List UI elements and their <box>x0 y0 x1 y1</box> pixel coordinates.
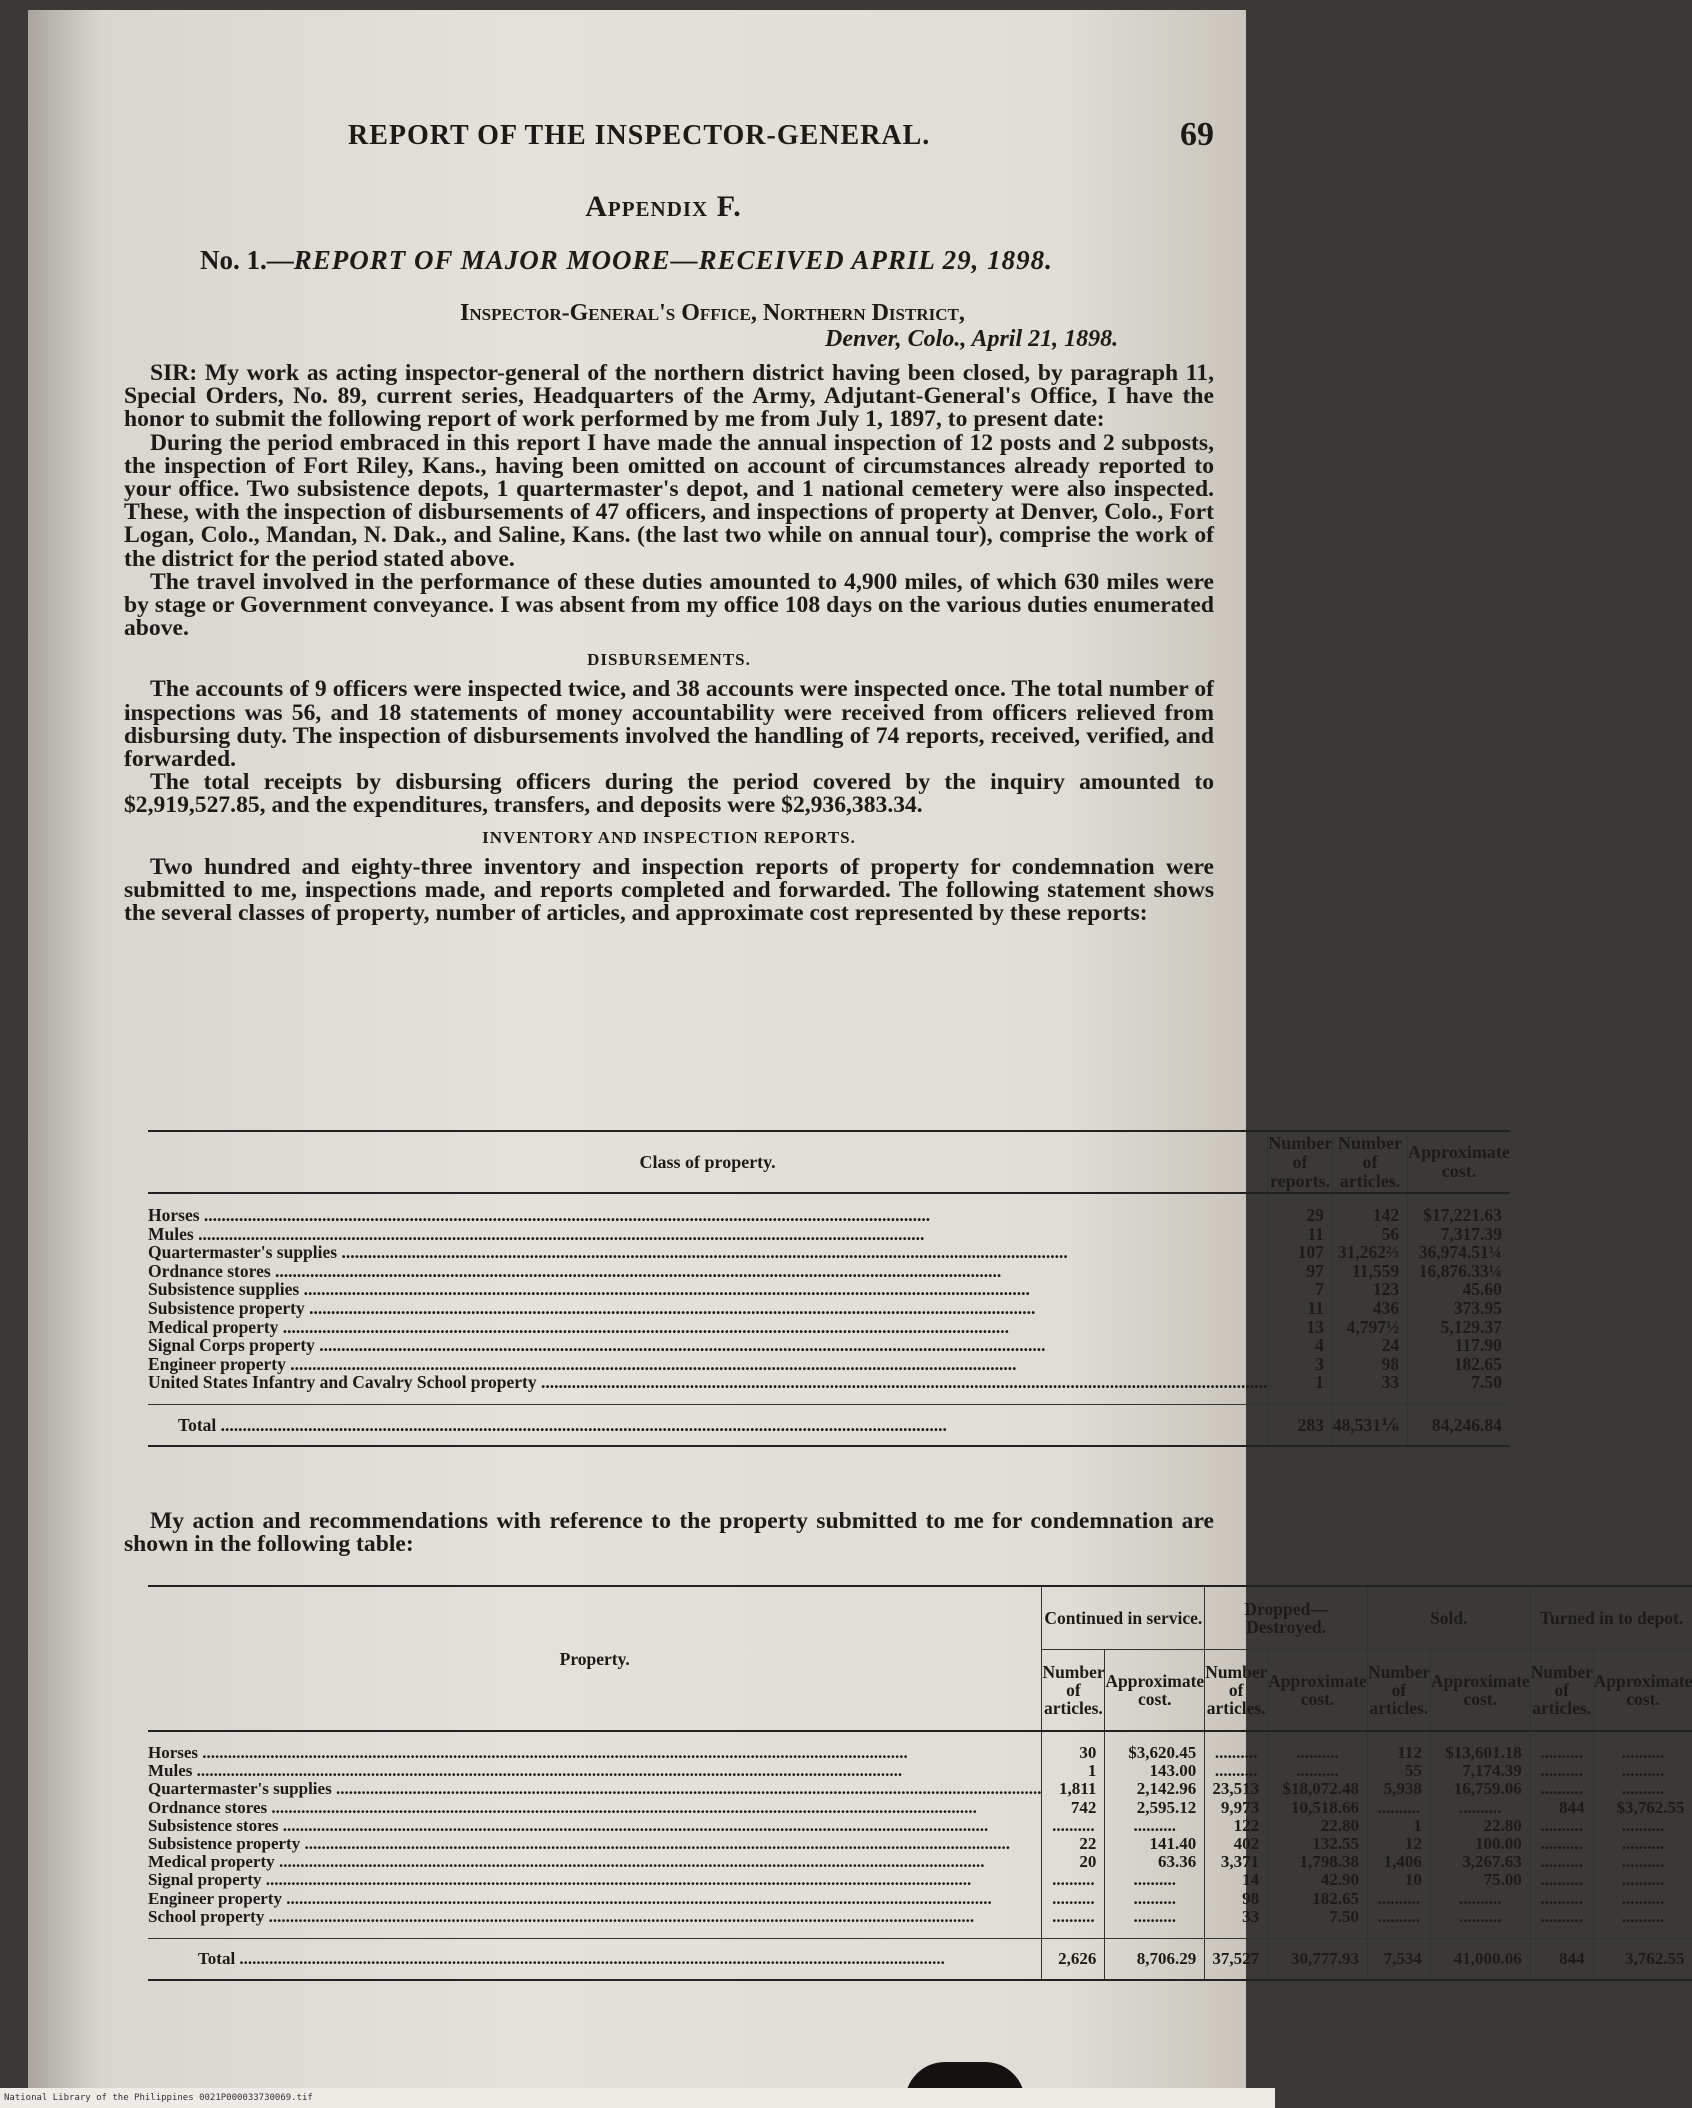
cell-value: .......... <box>1593 1890 1692 1908</box>
cell-class <box>148 1299 1268 1318</box>
cell-value: 1,798.38 <box>1268 1853 1368 1871</box>
cell-value: 373.95 <box>1408 1299 1510 1318</box>
appendix-heading: Appendix F. <box>585 190 742 223</box>
group-dropped: Dropped—Destroyed. <box>1205 1586 1368 1650</box>
cell-value: 9,973 <box>1205 1799 1268 1817</box>
cell-value: .......... <box>1042 1817 1105 1835</box>
cell-value: 112 <box>1367 1744 1430 1762</box>
row-label: Engineer property <box>148 1353 286 1374</box>
paragraph-accounts: The accounts of 9 officers were inspected twice, and 38 accounts were inspected once. The total number of inspections was 56, and 18 statements of money accountability were received from officers relieved from disbursing duty. The inspection of disbursements involved the handling of 74 reports, received, verified, and forwarded. <box>124 676 1214 773</box>
cell-value: 1 <box>1268 1373 1333 1392</box>
cell-value: .......... <box>1367 1799 1430 1817</box>
cell-value: 7,317.39 <box>1408 1225 1510 1244</box>
row-label: Subsistence property <box>148 1297 305 1318</box>
cell-value: 402 <box>1205 1835 1268 1853</box>
cell-value: 107 <box>1268 1243 1333 1262</box>
row-label: School property <box>148 1906 265 1926</box>
cell-value: 7 <box>1268 1280 1333 1299</box>
table-row <box>148 1799 1692 1817</box>
disbursements-heading: DISBURSEMENTS. <box>587 650 751 670</box>
cell-value: .......... <box>1042 1890 1105 1908</box>
paragraph-receipts: The total receipts by disbursing officers during the period covered by the inquiry amounted to $2,919,527.85, and the expenditures, transfers, and deposits were $2,936,383.34. <box>124 769 1214 819</box>
cell-value: 182.65 <box>1268 1890 1368 1908</box>
table-row <box>148 1280 1510 1299</box>
cell-value: .......... <box>1268 1744 1368 1762</box>
sub-cost: Approximate cost. <box>1105 1650 1205 1732</box>
total-label: Total <box>178 1414 217 1435</box>
cell-value: 3 <box>1268 1355 1333 1374</box>
cell-class <box>148 1206 1268 1225</box>
row-label: Subsistence property <box>148 1834 301 1854</box>
total-cell: 7,534 <box>1367 1939 1430 1981</box>
body-text-top <box>124 362 1214 925</box>
cell-value: 55 <box>1367 1762 1430 1780</box>
cell-value: 1,811 <box>1042 1780 1105 1798</box>
cell-value: 11 <box>1268 1225 1333 1244</box>
cell-value: 132.55 <box>1268 1835 1368 1853</box>
table-total-row <box>148 1404 1510 1446</box>
cell-value: .......... <box>1593 1817 1692 1835</box>
group-turned-in: Turned in to depot. <box>1530 1586 1692 1650</box>
cell-value: 22.80 <box>1430 1817 1530 1835</box>
table-row <box>148 1835 1692 1853</box>
table-row <box>148 1762 1692 1780</box>
table-row <box>148 1871 1692 1889</box>
sub-num: Number of articles. <box>1367 1650 1430 1732</box>
cell-value: 1 <box>1367 1817 1430 1835</box>
cell-class <box>148 1355 1268 1374</box>
row-label: Mules <box>148 1223 194 1244</box>
table-row <box>148 1817 1692 1835</box>
cell-property <box>148 1817 1042 1835</box>
cell-value: $18,072.48 <box>1268 1780 1368 1798</box>
cell-value: 98 <box>1205 1890 1268 1908</box>
cell-value: .......... <box>1593 1853 1692 1871</box>
sub-num: Number of articles. <box>1530 1650 1593 1732</box>
report-number: No. 1.— <box>200 245 294 275</box>
cell-property <box>148 1853 1042 1871</box>
cell-value: 30 <box>1042 1744 1105 1762</box>
cell-value: 10,518.66 <box>1268 1799 1368 1817</box>
total-cost: 84,246.84 <box>1408 1404 1510 1446</box>
cell-value: 182.65 <box>1408 1355 1510 1374</box>
cell-property <box>148 1780 1042 1798</box>
cell-value: 844 <box>1530 1799 1593 1817</box>
cell-property <box>148 1744 1042 1762</box>
cell-value: 5,129.37 <box>1408 1318 1510 1337</box>
total-cell: 41,000.06 <box>1430 1939 1530 1981</box>
table-header-row <box>148 1131 1510 1193</box>
table-row <box>148 1780 1692 1798</box>
cell-value: 33 <box>1205 1908 1268 1926</box>
cell-value: 45.60 <box>1408 1280 1510 1299</box>
table-row <box>148 1355 1510 1374</box>
cell-value: 7,174.39 <box>1430 1762 1530 1780</box>
cell-value: .......... <box>1530 1780 1593 1798</box>
cell-value: 24 <box>1332 1336 1407 1355</box>
table-row <box>148 1336 1510 1355</box>
cell-value: 436 <box>1332 1299 1407 1318</box>
table-row <box>148 1206 1510 1225</box>
running-title: REPORT OF THE INSPECTOR-GENERAL. <box>348 120 931 151</box>
cell-value: 33 <box>1332 1373 1407 1392</box>
table-row <box>148 1890 1692 1908</box>
total-cell: 8,706.29 <box>1105 1939 1205 1981</box>
cell-value: 12 <box>1367 1835 1430 1853</box>
table-row <box>148 1262 1510 1281</box>
sub-cost: Approximate cost. <box>1593 1650 1692 1732</box>
cell-class <box>148 1373 1268 1392</box>
total-cell: 30,777.93 <box>1268 1939 1368 1981</box>
paragraph-inventory: Two hundred and eighty-three inventory and inspection reports of property for condemnation were submitted to me, inspections made, and reports completed and forwarded. The following statement shows the several classes of property, number of articles, and approximate cost represented by these reports: <box>124 853 1214 927</box>
cell-value: 742 <box>1042 1799 1105 1817</box>
cell-value: 100.00 <box>1430 1835 1530 1853</box>
cell-value: .......... <box>1205 1762 1268 1780</box>
cell-value: 22 <box>1042 1835 1105 1853</box>
cell-value: .......... <box>1593 1871 1692 1889</box>
cell-property <box>148 1871 1042 1889</box>
cell-value: 7.50 <box>1408 1373 1510 1392</box>
col-cost: Approximate cost. <box>1408 1131 1510 1193</box>
paragraph-travel: The travel involved in the performance of these duties amounted to 4,900 miles, of which 630 miles were by stage or Government conveyance. I was absent from my office 108 days on the various duties enumerated above. <box>124 568 1214 642</box>
cell-value: 98 <box>1332 1355 1407 1374</box>
row-label: United States Infantry and Cavalry School property <box>148 1372 537 1393</box>
report-title <box>200 245 1053 276</box>
cell-value: 2,142.96 <box>1105 1780 1205 1798</box>
cell-value: 3,267.63 <box>1430 1853 1530 1871</box>
cell-value: .......... <box>1530 1817 1593 1835</box>
report-title-text: REPORT OF MAJOR MOORE—RECEIVED APRIL 29, 1898. <box>293 245 1053 275</box>
row-label: Signal Corps property <box>148 1335 315 1356</box>
cell-class <box>148 1318 1268 1337</box>
cell-value: .......... <box>1105 1890 1205 1908</box>
row-label: Subsistence stores <box>148 1815 279 1835</box>
sub-cost: Approximate cost. <box>1268 1650 1368 1732</box>
total-articles: 48,531⅙ <box>1332 1404 1407 1446</box>
cell-value: 1 <box>1042 1762 1105 1780</box>
table-row <box>148 1318 1510 1337</box>
total-cell: 37,527 <box>1205 1939 1268 1981</box>
cell-value: 10 <box>1367 1871 1430 1889</box>
cell-class <box>148 1243 1268 1262</box>
cell-value: 13 <box>1268 1318 1333 1337</box>
cell-value: 2,595.12 <box>1105 1799 1205 1817</box>
cell-value: .......... <box>1593 1744 1692 1762</box>
table-row <box>148 1299 1510 1318</box>
row-label: Ordnance stores <box>148 1260 271 1281</box>
cell-value: 122 <box>1205 1817 1268 1835</box>
cell-value: 22.80 <box>1268 1817 1368 1835</box>
table-row <box>148 1908 1692 1926</box>
col-reports: Number of reports. <box>1268 1131 1333 1193</box>
cell-value: 97 <box>1268 1262 1333 1281</box>
cell-value: 143.00 <box>1105 1762 1205 1780</box>
cell-value: $17,221.63 <box>1408 1206 1510 1225</box>
cell-value: 31,262⅔ <box>1332 1243 1407 1262</box>
cell-value: .......... <box>1530 1853 1593 1871</box>
group-header-row <box>148 1586 1692 1650</box>
cell-value: 11 <box>1268 1299 1333 1318</box>
cell-value: $3,762.55 <box>1593 1799 1692 1817</box>
row-label: Horses <box>148 1743 199 1762</box>
cell-value: 123 <box>1332 1280 1407 1299</box>
cell-value: .......... <box>1530 1744 1593 1762</box>
total-reports: 283 <box>1268 1404 1333 1446</box>
table-row <box>148 1243 1510 1262</box>
cell-value: .......... <box>1530 1890 1593 1908</box>
cell-value: .......... <box>1268 1762 1368 1780</box>
cell-value: .......... <box>1530 1835 1593 1853</box>
row-label: Signal property <box>148 1870 262 1890</box>
cell-class <box>148 1225 1268 1244</box>
cell-value: 29 <box>1268 1206 1333 1225</box>
cell-property <box>148 1890 1042 1908</box>
property-classes-table <box>148 1130 1510 1447</box>
cell-value: .......... <box>1593 1835 1692 1853</box>
cell-value: 1,406 <box>1367 1853 1430 1871</box>
sub-num: Number of articles. <box>1205 1650 1268 1732</box>
table-row <box>148 1744 1692 1762</box>
cell-value: .......... <box>1430 1890 1530 1908</box>
cell-value: 3,371 <box>1205 1853 1268 1871</box>
cell-class <box>148 1262 1268 1281</box>
cell-property <box>148 1762 1042 1780</box>
table-body <box>148 1744 1692 1926</box>
total-cell: 844 <box>1530 1939 1593 1981</box>
cell-value: 75.00 <box>1430 1871 1530 1889</box>
cell-value: .......... <box>1430 1799 1530 1817</box>
cell-value: .......... <box>1530 1762 1593 1780</box>
cell-value: 16,876.33¼ <box>1408 1262 1510 1281</box>
paragraph-period: During the period embraced in this report I have made the annual inspection of 12 posts and 2 subposts, the inspection of Fort Riley, Kans., having been omitted on account of circumstances already reported to your office. Two subsistence depots, 1 quartermaster's depot, and 1 national cemetery were also inspected. These, with the inspection of disbursements of 47 officers, and inspections of property at Denver, Colo., Fort Logan, Colo., Mandan, N. Dak., and Saline, Kans. (the last two while on annual tour), comprise the work of the district for the period stated above. <box>124 429 1214 572</box>
cell-value: .......... <box>1530 1908 1593 1926</box>
cell-property <box>148 1799 1042 1817</box>
row-label: Quartermaster's supplies <box>148 1779 332 1799</box>
col-articles: Number of articles. <box>1332 1131 1407 1193</box>
cell-value: $13,601.18 <box>1430 1744 1530 1762</box>
cell-class <box>148 1280 1268 1299</box>
cell-value: .......... <box>1593 1908 1692 1926</box>
document-page <box>28 10 1692 2088</box>
cell-value: 7.50 <box>1268 1908 1368 1926</box>
cell-value: 4,797½ <box>1332 1318 1407 1337</box>
cell-value: 117.90 <box>1408 1336 1510 1355</box>
col-property: Property. <box>148 1586 1042 1731</box>
cell-value: .......... <box>1105 1871 1205 1889</box>
table-total-row <box>148 1939 1692 1981</box>
group-sold: Sold. <box>1367 1586 1530 1650</box>
date-line: Denver, Colo., April 21, 1898. <box>825 326 1119 352</box>
group-continued: Continued in service. <box>1042 1586 1205 1650</box>
paragraph-sir: SIR: My work as acting inspector-general of the northern district having been closed, by paragraph 11, Special Orders, No. 89, current series, Headquarters of the Army, Adjutant-General's Office, I have the honor to submit the following report of work performed by me from July 1, 1897, to present date: <box>124 360 1214 433</box>
total-cell: 3,762.55 <box>1593 1939 1692 1981</box>
paragraph-action: My action and recommendations with reference to the property submitted to me for condemnation are shown in the following table: <box>124 1508 1214 1558</box>
row-label: Engineer property <box>148 1888 282 1908</box>
row-label: Mules <box>148 1761 193 1781</box>
cell-value: .......... <box>1205 1744 1268 1762</box>
total-cell: 2,626 <box>1042 1939 1105 1981</box>
page-number: 69 <box>1180 116 1214 153</box>
sub-num: Number of articles. <box>1042 1650 1105 1732</box>
scan-footer: National Library of the Philippines 0021P000033730069.tif <box>0 2088 1275 2108</box>
cell-value: .......... <box>1530 1871 1593 1889</box>
cell-value: .......... <box>1593 1762 1692 1780</box>
cell-value: .......... <box>1105 1817 1205 1835</box>
cell-value: .......... <box>1042 1908 1105 1926</box>
total-label: Total <box>198 1948 236 1968</box>
cell-value: 23,513 <box>1205 1780 1268 1798</box>
cell-value: 56 <box>1332 1225 1407 1244</box>
table-row <box>148 1373 1510 1392</box>
office-line: Inspector-General's Office, Northern District, <box>460 300 965 326</box>
row-label: Quartermaster's supplies <box>148 1242 338 1263</box>
cell-property <box>148 1835 1042 1853</box>
cell-value: 42.90 <box>1268 1871 1368 1889</box>
cell-value: 16,759.06 <box>1430 1780 1530 1798</box>
col-class: Class of property. <box>148 1131 1268 1193</box>
row-label: Subsistence supplies <box>148 1279 300 1300</box>
cell-value: 5,938 <box>1367 1780 1430 1798</box>
cell-value: .......... <box>1367 1890 1430 1908</box>
row-label: Medical property <box>148 1852 275 1872</box>
table-row <box>148 1853 1692 1871</box>
cell-value: 11,559 <box>1332 1262 1407 1281</box>
row-label: Medical property <box>148 1316 279 1337</box>
cell-value: .......... <box>1367 1908 1430 1926</box>
cell-value: .......... <box>1430 1908 1530 1926</box>
row-label: Ordnance stores <box>148 1797 268 1817</box>
table-body <box>148 1206 1510 1392</box>
cell-value: .......... <box>1105 1908 1205 1926</box>
inventory-heading: INVENTORY AND INSPECTION REPORTS. <box>482 827 856 847</box>
cell-value: .......... <box>1593 1780 1692 1798</box>
cell-value: 142 <box>1332 1206 1407 1225</box>
cell-value: 63.36 <box>1105 1853 1205 1871</box>
cell-value: 141.40 <box>1105 1835 1205 1853</box>
cell-class <box>148 1336 1268 1355</box>
cell-property <box>148 1908 1042 1926</box>
body-text-middle <box>124 1510 1214 1556</box>
cell-value: 4 <box>1268 1336 1333 1355</box>
sub-cost: Approximate cost. <box>1430 1650 1530 1732</box>
table-row <box>148 1225 1510 1244</box>
cell-value: $3,620.45 <box>1105 1744 1205 1762</box>
cell-value: .......... <box>1042 1871 1105 1889</box>
row-label: Horses <box>148 1205 200 1225</box>
cell-value: 14 <box>1205 1871 1268 1889</box>
cell-value: 20 <box>1042 1853 1105 1871</box>
condemnation-action-table <box>148 1585 1692 1981</box>
cell-value: 36,974.51¼ <box>1408 1243 1510 1262</box>
